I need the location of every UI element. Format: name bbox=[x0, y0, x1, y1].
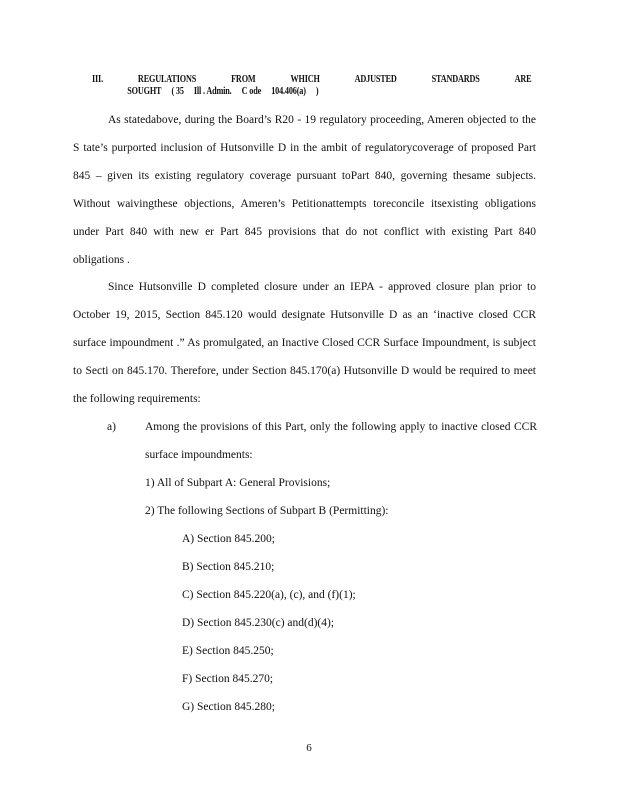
heading-line-1 bbox=[92, 74, 532, 86]
heading-word: SOUGHT bbox=[127, 86, 162, 97]
heading-citation: 104.406(a) bbox=[271, 86, 306, 97]
list-item: A) Section 845.200; bbox=[182, 533, 275, 545]
page-number: 6 bbox=[306, 742, 312, 754]
heading-citation: C ode bbox=[241, 86, 262, 97]
list-item: F) Section 845.270; bbox=[182, 673, 274, 685]
list-item: E) Section 845.250; bbox=[182, 645, 274, 657]
section-heading bbox=[92, 74, 532, 98]
sub-list bbox=[145, 469, 537, 525]
paragraph-2: Since Hutsonville D completed closure under an IEPA - approved closure plan prior to October 19, 2015, Section 845.120 would designate Hutsonville D as an ‘inactive closed CCR surface impoundment .” As promulgated, an Inactive Closed CCR Surface Impoundment, is subject to Secti on 845.170. Therefore, under Section 845.170(a) Hutsonville D would be required to meet the following requirements: bbox=[73, 281, 536, 405]
heading-citation: Ill . Admin. bbox=[193, 86, 232, 97]
heading-numeral: III. bbox=[92, 74, 103, 85]
section-list bbox=[182, 525, 537, 721]
list-item: G) Section 845.280; bbox=[182, 701, 275, 713]
heading-word: STANDARDS bbox=[431, 74, 480, 85]
heading-citation: ( 35 bbox=[171, 86, 184, 97]
heading-word: ARE bbox=[514, 74, 532, 85]
requirements-list bbox=[107, 413, 537, 721]
list-item: C) Section 845.220(a), (c), and (f)(1); bbox=[182, 589, 356, 601]
heading-line-2 bbox=[127, 86, 453, 98]
heading-word: WHICH bbox=[290, 74, 320, 85]
heading-citation: ) bbox=[315, 86, 319, 97]
list-item-text: Among the provisions of this Part, only the following apply to inactive closed CCR surface impoundments: bbox=[145, 421, 537, 461]
heading-word: FROM bbox=[231, 74, 256, 85]
list-item: B) Section 845.210; bbox=[182, 561, 275, 573]
paragraph-1: As statedabove, during the Board’s R20 - 19 regulatory proceeding, Ameren objected to the S tate’s purported inclusion of Hutsonville D in the ambit of regulatorycoverage of proposed Part 845 – given its existing regulatory coverage pursuant toPart 840, governing thesame subjects. Without waivingthese objections, Ameren’s Petitionattempts toreconcile itsexisting obligations under Part 840 with new er Part 845 provisions that do not conflict with existing Part 840 obligations . bbox=[73, 114, 536, 266]
list-item: 2) The following Sections of Subpart B (Permitting): bbox=[145, 505, 389, 517]
list-item: 1) All of Subpart A: General Provisions; bbox=[145, 477, 331, 489]
list-marker: a) bbox=[107, 421, 116, 433]
heading-word: REGULATIONS bbox=[137, 74, 197, 85]
heading-word: ADJUSTED bbox=[354, 74, 397, 85]
list-item: D) Section 845.230(c) and(d)(4); bbox=[182, 617, 335, 629]
